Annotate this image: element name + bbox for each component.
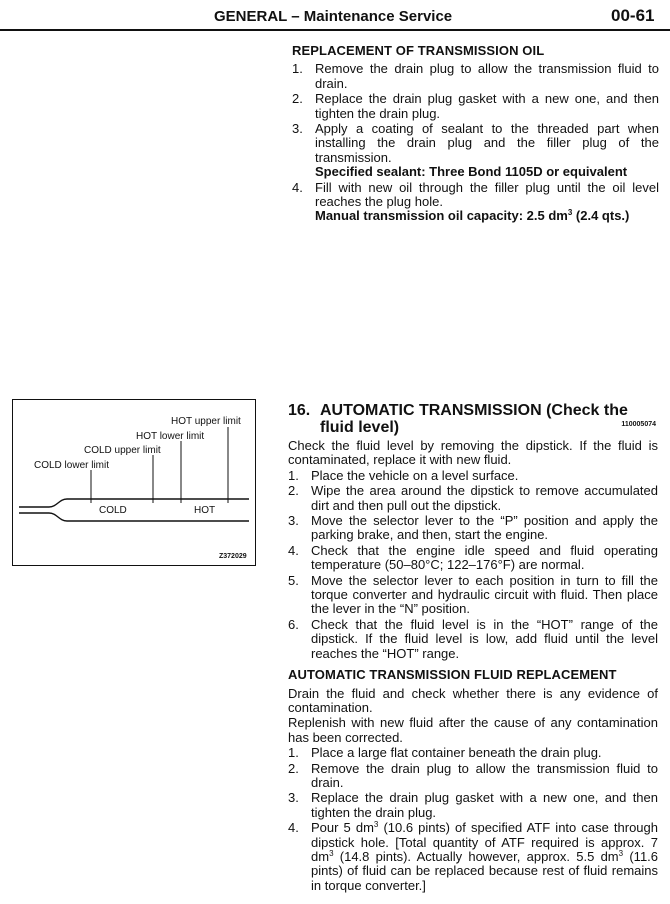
step-number: 1. — [292, 61, 303, 77]
hot-range-label: HOT — [194, 505, 216, 516]
step-text: (14.8 pints). Actually however, approx. 5.5 dm — [333, 848, 619, 864]
step-text: Check that the engine idle speed and fluid operating temperature (50–80°C; 122–176°F) are normal. — [311, 542, 658, 573]
section-automatic-transmission — [288, 402, 658, 894]
list-item — [288, 469, 658, 483]
paragraph: Replenish with new fluid after the cause of any contamination has been corrected. — [288, 715, 658, 745]
superscript: 3 — [329, 848, 334, 858]
cold-upper-limit-label: COLD upper limit — [84, 445, 161, 456]
cold-lower-limit-label: COLD lower limit — [34, 460, 110, 471]
list-item — [288, 762, 658, 791]
step-list — [292, 62, 659, 223]
superscript: 3 — [618, 848, 624, 858]
list-item — [288, 574, 658, 617]
step-text: Place the vehicle on a level surface. — [311, 467, 519, 483]
list-item — [292, 122, 659, 180]
list-item — [288, 484, 658, 513]
step-text: Replace the drain plug gasket with a new one, and then tighten the drain plug. — [315, 91, 659, 121]
section-heading — [288, 402, 658, 436]
oil-capacity-text: Manual transmission oil capacity: 2.5 dm — [315, 208, 568, 224]
step-list — [288, 469, 658, 661]
step-number: 3. — [288, 790, 299, 806]
header-title: GENERAL – Maintenance Service — [214, 8, 453, 25]
section-code: 110005074 — [621, 421, 656, 428]
step-number: 2. — [292, 91, 303, 107]
list-item — [288, 746, 658, 760]
step-number: 1. — [288, 745, 299, 761]
step-number: 6. — [288, 616, 299, 632]
section-transmission-oil — [292, 44, 659, 225]
step-number: 2. — [288, 483, 299, 499]
step-text: Apply a coating of sealant to the threaded part when installing the drain plug and the filler plug of the transmission. — [315, 121, 659, 165]
step-text: Place a large flat container beneath the drain plug. — [311, 745, 602, 761]
list-item — [288, 821, 658, 893]
list-item — [288, 544, 658, 573]
header-rule — [0, 29, 670, 31]
dipstick-figure — [12, 399, 256, 566]
list-item — [292, 92, 659, 121]
list-item — [288, 791, 658, 820]
step-text: Pour 5 dm — [311, 820, 374, 836]
list-item — [288, 514, 658, 543]
hot-upper-limit-label: HOT upper limit — [171, 416, 241, 427]
superscript: 3 — [567, 208, 573, 218]
step-text: Remove the drain plug to allow the transmission fluid to drain. — [311, 760, 658, 790]
step-number: 5. — [288, 572, 299, 588]
list-item — [288, 618, 658, 661]
hot-lower-limit-label: HOT lower limit — [136, 431, 205, 442]
paragraph: Drain the fluid and check whether there is any evidence of contamination. — [288, 685, 658, 715]
step-number: 3. — [288, 513, 299, 529]
step-text: Replace the drain plug gasket with a new one, and then tighten the drain plug. — [311, 790, 658, 820]
oil-capacity — [315, 209, 659, 223]
step-text: Wipe the area around the dipstick to remove accumulated dirt and then pull out the dipstick. — [311, 483, 658, 513]
list-item — [292, 181, 659, 224]
step-text: Remove the drain plug to allow the transmission fluid to drain. — [315, 61, 659, 91]
specified-sealant: Specified sealant: Three Bond 1105D or equivalent — [315, 164, 628, 180]
step-text: Check that the fluid level is in the “HOT” range of the dipstick. If the fluid level is low, add fluid until the level reaches the “HOT” range. — [311, 616, 658, 661]
superscript: 3 — [373, 820, 379, 830]
subsection-heading: AUTOMATIC TRANSMISSION FLUID REPLACEMENT — [288, 667, 617, 683]
section-title: AUTOMATIC TRANSMISSION (Check the fluid level) — [320, 402, 628, 436]
step-text: (11.6 pints) of fluid can be replaced because rest of fluid remains in torque converter.] — [311, 848, 659, 893]
dipstick-diagram — [13, 400, 257, 567]
step-number: 3. — [292, 121, 303, 137]
cold-range-label: COLD — [99, 505, 127, 516]
oil-capacity-text: (2.4 qts.) — [572, 208, 630, 224]
intro-paragraph: Check the fluid level by removing the dipstick. If the fluid is contaminated, replace it with new fluid. — [288, 438, 658, 468]
step-number: 4. — [292, 179, 303, 195]
step-number: 4. — [288, 820, 299, 836]
step-number: 1. — [288, 467, 299, 483]
step-number: 4. — [288, 542, 299, 558]
page-header — [0, 0, 670, 30]
step-text: Move the selector lever to the “P” position and apply the parking brake, and then, start the engine. — [311, 513, 658, 543]
list-item — [292, 62, 659, 91]
section-heading: REPLACEMENT OF TRANSMISSION OIL — [292, 43, 545, 58]
figure-id: Z372029 — [219, 553, 247, 560]
step-list — [288, 746, 658, 893]
page-number: 00-61 — [611, 6, 655, 25]
step-text: Fill with new oil through the filler plug until the oil level reaches the plug hole. — [315, 179, 659, 210]
section-number: 16. — [288, 402, 311, 419]
step-number: 2. — [288, 760, 299, 776]
step-text: (10.6 pints) of specified ATF into case through dipstick hole. [Total quantity of ATF required is approx. 7 dm — [311, 820, 658, 864]
step-text: Move the selector lever to each position in turn to fill the torque converter and hydraulic circuit with fluid. Then place the lever in the “N” position. — [311, 572, 658, 617]
